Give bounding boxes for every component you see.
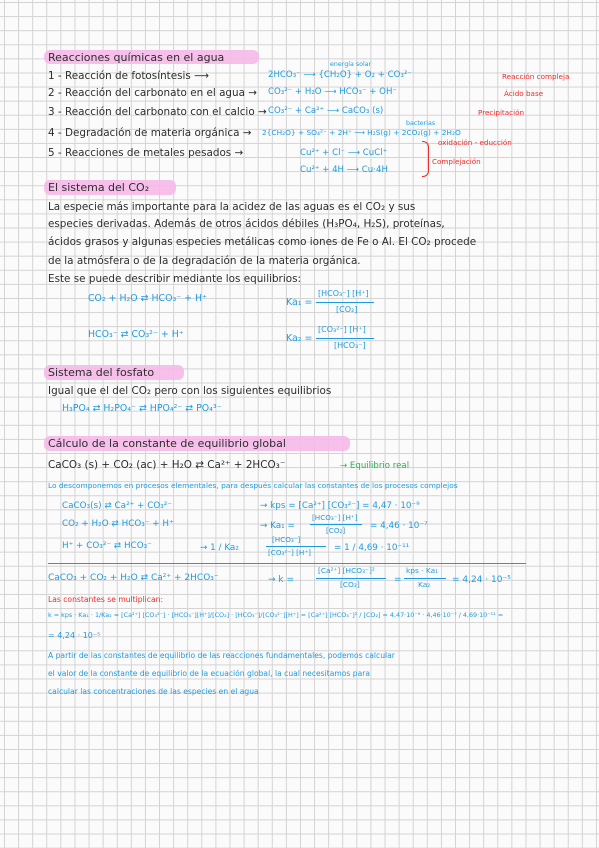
ka1-denominator: [CO₂] [336, 305, 358, 314]
global-equation: CaCO₃ (s) + CO₂ (ac) + H₂O ⇄ Ca²⁺ + 2HCO₃⁻ [48, 459, 286, 471]
inverse-ka2-num: [HCO₃⁻] [272, 535, 301, 544]
paragraph-line: Este se puede describir mediante los equilibrios: [48, 273, 301, 285]
global-k-result: = 4,24 · 10⁻⁵ [452, 575, 511, 585]
ka2-label: Ka₂ = [286, 333, 313, 344]
reaction-note-4: oxidación - educción [438, 138, 512, 147]
reaction-note-3: Precipitación [478, 108, 525, 117]
paragraph-line: La especie más importante para la acidez de las aguas es el CO₂ y sus [48, 201, 416, 213]
elementary-reaction-1: CaCO₃(s) ⇄ Ca²⁺ + CO₃²⁻ [62, 501, 172, 511]
inverse-ka2-den: [CO₃²⁻] [H⁺] [268, 548, 311, 557]
paragraph-line: especies derivadas. Además de otros ácidos débiles (H₃PO₄, H₂S), proteínas, [48, 218, 445, 230]
reaction-over-1: energía solar [330, 61, 372, 68]
multiply-label: Las constantes se multiplican: [48, 595, 163, 604]
fraction-bar [404, 578, 446, 579]
decompose-intro: Lo descomponemos en procesos elementales, para después calcular las constantes de los procesos complejos [48, 481, 458, 490]
reaction-note-1: Reacción compleja [502, 72, 570, 81]
phosphate-line: Igual que el del CO₂ pero con los siguientes equilibrios [48, 385, 332, 397]
fraction-bar [266, 546, 326, 547]
global-k-mid-num: kps · Ka₁ [406, 566, 439, 575]
equilibrium-2: HCO₃⁻ ⇄ CO₃²⁻ + H⁺ [88, 329, 184, 340]
reaction-over-4: bacterias [406, 120, 436, 127]
global-note: → Equilibrio real [340, 461, 410, 471]
conclusion-line: calcular las concentraciones de las especies en el agua [48, 687, 259, 696]
reaction-note-2: Ácido base [504, 89, 544, 98]
global-k-den: [CO₂] [340, 580, 360, 589]
equals-sign: = [394, 575, 402, 585]
reaction-eq-4: 2{CH₂O} + SO₄²⁻ + 2H⁺ ⟶ H₂S(g) + 2CO₂(g) + 2H₂O [262, 128, 461, 137]
reaction-eq-5b: Cu²⁺ + 4H ⟶ Cu·4H [300, 165, 388, 175]
ka1-num: [HCO₃⁻] [H⁺] [312, 513, 358, 522]
ka1-result: = 4,46 · 10⁻⁷ [370, 521, 428, 531]
global-k-mid-den: Ka₂ [418, 580, 431, 589]
reaction-note-5: Complejación [432, 157, 481, 166]
reaction-label-5: 5 - Reacciones de metales pesados → [48, 147, 244, 159]
elementary-reaction-2: CO₂ + H₂O ⇄ HCO₃⁻ + H⁺ [62, 519, 174, 529]
inverse-ka2-result: = 1 / 4,69 · 10⁻¹¹ [334, 543, 410, 553]
red-brace [422, 141, 429, 177]
ka1-arrow: → Ka₁ = [260, 521, 295, 531]
sum-line [48, 563, 526, 564]
kps-value: → kps = [Ca²⁺] [CO₃²⁻] = 4,47 · 10⁻⁹ [260, 501, 420, 511]
paragraph-line: de la atmósfera o de la degradación de la materia orgánica. [48, 255, 361, 267]
reaction-label-2: 2 - Reacción del carbonato en el agua → [48, 87, 257, 99]
reaction-label-3: 3 - Reacción del carbonato con el calcio → [48, 106, 267, 118]
reaction-label-4: 4 - Degradación de materia orgánica → [48, 127, 252, 139]
global-k-label: → k = [268, 575, 295, 585]
paragraph-line: ácidos grasos y algunas especies metálicas como iones de Fe o Al. El CO₂ procede [48, 236, 477, 248]
multiply-expression: k = kps · Ka₁ · 1/Ka₂ = [Ca²⁺] [CO₃²⁻] · [HCO₃⁻][H⁺]/[CO₂] · [HCO₃⁻]/[CO₃²⁻][H⁺] = [Ca²⁺] [HCO₃⁻]² / [CO₂] = 4,47·10⁻⁹ · 4,46·10⁻⁷ / 4,69·10⁻¹¹ = [48, 611, 504, 619]
reaction-eq-1: 2HCO₃⁻ ⟶ {CH₂O} + O₂ + CO₃²⁻ [268, 70, 412, 80]
reaction-eq-2: CO₃²⁻ + H₂O ⟶ HCO₃⁻ + OH⁻ [268, 87, 397, 97]
conclusion-line: A partir de las constantes de equilibrio de las reacciones fundamentales, podemos calcular [48, 651, 395, 660]
ka1-numerator: [HCO₃⁻] [H⁺] [318, 289, 369, 298]
ka2-numerator: [CO₃²⁻] [H⁺] [318, 325, 366, 334]
section-title-co2: El sistema del CO₂ [48, 181, 150, 194]
multiply-result: = 4,24 · 10⁻⁵ [48, 631, 101, 640]
ka2-denominator: [HCO₃⁻] [334, 341, 366, 350]
fraction-bar [316, 338, 374, 339]
elementary-reaction-3: H⁺ + CO₃²⁻ ⇄ HCO₃⁻ [62, 541, 152, 551]
reaction-eq-3: CO₃²⁻ + Ca²⁺ ⟶ CaCO₃ (s) [268, 106, 384, 116]
fraction-bar [316, 302, 374, 303]
summed-equation: CaCO₃ + CO₂ + H₂O ⇄ Ca²⁺ + 2HCO₃⁻ [48, 573, 219, 583]
reaction-label-1: 1 - Reacción de fotosíntesis ⟶ [48, 70, 210, 82]
equilibrium-1: CO₂ + H₂O ⇄ HCO₃⁻ + H⁺ [88, 293, 207, 304]
ka1-label: Ka₁ = [286, 297, 313, 308]
section-title-phosphate: Sistema del fosfato [48, 366, 155, 379]
section-title-reactions: Reacciones químicas en el agua [48, 51, 225, 64]
section-title-global-constant: Cálculo de la constante de equilibrio global [48, 437, 286, 450]
fraction-bar [316, 578, 386, 579]
phosphate-equilibria: H₃PO₄ ⇄ H₂PO₄⁻ ⇄ HPO₄²⁻ ⇄ PO₄³⁻ [62, 403, 222, 414]
reaction-eq-5a: Cu²⁺ + Cl⁻ ⟶ CuCl⁺ [300, 148, 388, 158]
conclusion-line: el valor de la constante de equilibrio de la ecuación global, la cual necesitamos para [48, 669, 371, 678]
global-k-num: [Ca²⁺] [HCO₃⁻]² [318, 566, 375, 575]
ka1-den: [CO₂] [326, 526, 346, 535]
fraction-bar [310, 524, 362, 525]
inverse-ka2: → 1 / Ka₂ [200, 543, 239, 553]
